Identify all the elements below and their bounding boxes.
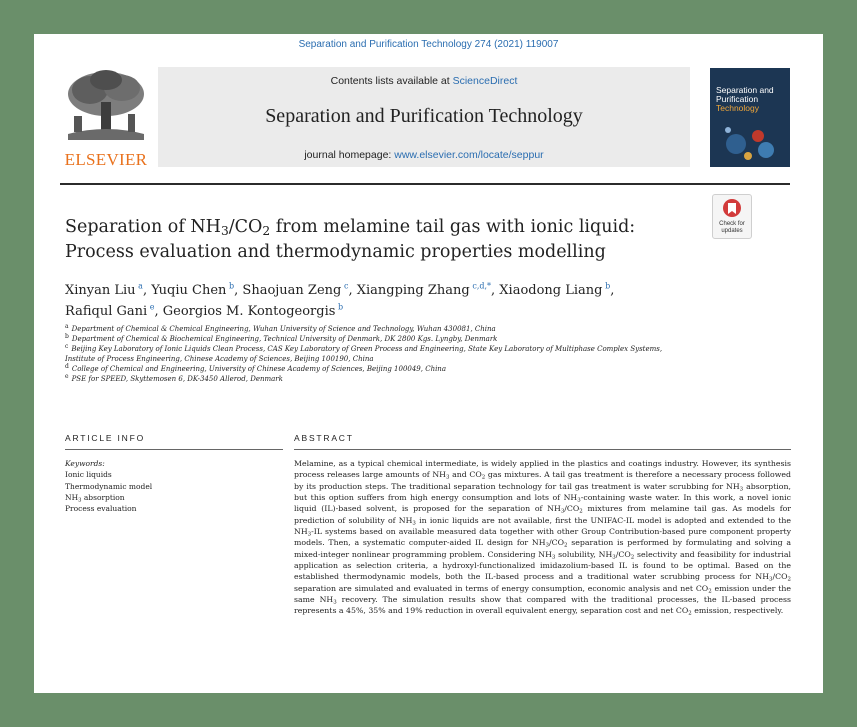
bookmark-icon (722, 198, 742, 220)
cover-title-line3: Technology (716, 103, 760, 113)
abstract-subscript: 2 (579, 508, 583, 515)
author-affiliation-marker[interactable]: e (149, 302, 155, 312)
author[interactable] (242, 283, 348, 298)
abstract-subscript: 3 (445, 474, 450, 481)
author-affiliation-marker[interactable]: b (229, 281, 235, 291)
abstract-subscript: 2 (564, 542, 568, 549)
check-badge-line2: updates (721, 227, 743, 234)
author-name: Xinyan Liu (65, 283, 136, 298)
keyword-part: NH (65, 492, 79, 502)
check-badge-line1: Check for (719, 221, 745, 227)
author-name: Rafiqul Gani (65, 304, 148, 319)
keyword-part: absorption (81, 492, 125, 502)
author-affiliation-marker[interactable]: c (343, 281, 349, 291)
affiliation-letter: a (65, 322, 69, 330)
journal-title[interactable]: Separation and Purification Technology (265, 105, 583, 127)
abstract-segment: absorption, but this option suffers from high energy consumption and lots of NH (294, 481, 791, 503)
affiliation-list (65, 324, 795, 384)
author-name: Georgios M. Kontogeorgis (162, 304, 336, 319)
abstract-subscript: 3 (551, 554, 556, 561)
affiliation-text: Beijing Key Laboratory of Ionic Liquids Clean Process, CAS Key Laboratory of Green Process and Engineering, State Key Laboratory of Multiphase Complex Systems, (71, 345, 663, 353)
abstract-segment: separation is performed by formulating and solving a mixed-integer nonlinear programming problem. Considering NH (294, 538, 791, 559)
homepage-prefix: journal homepage: (304, 149, 395, 161)
title-part: from melamine tail gas with ionic liquid: Process evaluation and thermodynamic properties modelling (65, 217, 636, 262)
abstract-subscript: 2 (787, 576, 791, 583)
title-part: Separation of NH (65, 217, 221, 237)
homepage-link[interactable]: www.elsevier.com/locate/seppur (394, 149, 544, 161)
abstract-segment: Melamine, as a typical chemical intermediate, is widely applied in the plastics and coatings industry. However, its synthesis process releases large amounts of NH (294, 459, 791, 480)
keyword-item (65, 503, 275, 514)
abstract-subscript: 2 (688, 610, 692, 617)
keyword-part: Thermodynamic model (65, 481, 153, 491)
author-affiliation-marker[interactable]: b (338, 302, 344, 312)
check-for-updates-button[interactable] (712, 194, 752, 239)
title-subscript: 3 (220, 224, 229, 239)
journal-citation-link[interactable]: Separation and Purification Technology 274 (2021) 119007 (298, 39, 559, 50)
keyword-part: Process evaluation (65, 504, 137, 514)
author-affiliation-marker[interactable]: c,d,* (472, 281, 492, 291)
affiliation-item (65, 354, 795, 364)
elsevier-tree-icon (60, 68, 152, 142)
abstract-subscript: 3 (560, 508, 565, 515)
keywords-block (65, 458, 275, 514)
abstract-subscript: 2 (630, 554, 635, 561)
article-title (65, 215, 705, 265)
elsevier-logo[interactable] (60, 68, 152, 169)
abstract-subscript: 3 (412, 520, 416, 527)
abstract-segment: /CO (564, 504, 580, 514)
author-affiliation-marker[interactable]: a (138, 281, 143, 291)
cover-title-line2: Purification (716, 94, 759, 104)
affiliation-item (65, 344, 795, 354)
title-part: /CO (228, 217, 263, 237)
contents-prefix: Contents lists available at (330, 75, 453, 87)
abstract-segment: separation are simulated and evaluated in terms of energy consumption, economic analysis and net CO (294, 583, 709, 593)
affiliation-text: College of Chemical and Engineering, University of Chinese Academy of Sciences, Beijing 100049, China (71, 365, 446, 373)
keyword-part: Ionic liquids (65, 470, 112, 480)
sciencedirect-link[interactable]: ScienceDirect (452, 75, 518, 87)
abstract-subscript: 3 (307, 531, 312, 538)
abstract-text (294, 458, 791, 617)
abstract-subscript: 3 (612, 554, 616, 561)
author-name: Xiangping Zhang (356, 283, 470, 298)
abstract-segment: solubility, NH (555, 549, 613, 559)
abstract-segment: -containing waste water. In this work, a novel ionic liquid (IL)-based solvent, is proposed for the separation of NH (294, 493, 791, 514)
abstract-segment: /CO (615, 549, 631, 559)
cover-title (716, 86, 788, 113)
banner-divider (60, 183, 790, 185)
author-affiliation-marker[interactable]: b (605, 281, 611, 291)
article-info-heading: ARTICLE INFO (65, 433, 146, 443)
abstract-subscript: 3 (577, 497, 581, 504)
author-name: Shaojuan Zeng (242, 283, 342, 298)
publisher-name: ELSEVIER (64, 150, 148, 169)
affiliation-item (65, 334, 795, 344)
affiliation-item (65, 324, 795, 334)
title-subscript: 2 (262, 224, 271, 239)
journal-cover[interactable] (710, 68, 790, 167)
affiliation-text: PSE for SPEED, Skyttemosen 6, DK-3450 Allerod, Denmark (71, 375, 283, 383)
affiliation-letter: d (65, 362, 69, 370)
abstract-segment: /CO (772, 572, 788, 582)
abstract-segment: selectivity and feasibility for industrial application as selection criteria, a hydroxyl-functionalized imidazolium-based IL is found to be optimal. Based on the established thermodynamic models, both the IL-based process and a traditional water scrubbing process for NH (294, 549, 791, 582)
abstract-subscript: 3 (545, 542, 550, 549)
keyword-part: 3 (78, 497, 82, 504)
keyword-item (65, 492, 275, 503)
author[interactable] (163, 304, 343, 319)
article-info-divider (65, 449, 283, 450)
abstract-subscript: 3 (769, 576, 773, 583)
check-badge-label (713, 221, 751, 234)
journal-banner (158, 67, 690, 167)
cover-graphic-icon (718, 122, 782, 162)
affiliation-text: Department of Chemical & Biochemical Engineering, Technical University of Denmark, DK 2800 Kgs. Lyngby, Denmark (71, 335, 498, 343)
abstract-segment: /CO (549, 538, 565, 548)
author-name: Xiaodong Liang (499, 283, 603, 298)
abstract-segment: mixtures from melamine tail gas. As models for prediction of solubility of NH (294, 504, 791, 525)
abstract-subscript: 2 (708, 588, 712, 595)
abstract-segment: gas mixtures. A tail gas treatment is therefore a necessary process followed by its production steps. The traditional separation technology for tail gas treatment is water scrubbing for NH (294, 470, 791, 491)
homepage-line (158, 149, 690, 161)
author[interactable] (151, 283, 234, 298)
keyword-item (65, 481, 275, 492)
affiliation-text: Institute of Process Engineering, Chinese Academy of Sciences, Beijing 100190, China (65, 355, 374, 363)
abstract-segment: emission, respectively. (691, 606, 784, 616)
affiliation-item (65, 364, 795, 374)
abstract-divider (294, 449, 791, 450)
author[interactable] (357, 283, 491, 298)
article-page (34, 34, 823, 693)
abstract-segment: and CO (449, 470, 482, 480)
cover-title-line1: Separation and (716, 85, 774, 95)
abstract-heading: ABSTRACT (294, 433, 354, 443)
affiliation-item (65, 374, 795, 384)
author-list: Xinyan Liu $^a$, Yuqiu Chen $^b$, Shaojuan Zeng $^c$, Xiangping Zhang $^{c,d,*}$, Xiaodong Liang $^b$, Rafiqul Gani $^e$, Georgios M. Kontogeorgis $^b$ (65, 281, 615, 319)
affiliation-letter: c (65, 342, 69, 350)
abstract-subscript: 2 (481, 474, 486, 481)
abstract-segment: recovery. The simulation results show that compared with the traditional processes, the IL-based process represents a 45%, 35% and 19% reduction in overall equivalent energy, separation cost and net CO (294, 595, 792, 616)
contents-line (158, 75, 690, 87)
keyword-item (65, 469, 275, 480)
keywords-label: Keywords: (65, 459, 105, 468)
abstract-subscript: 3 (739, 486, 744, 493)
author-name: Yuqiu Chen (151, 283, 227, 298)
author[interactable] (499, 283, 610, 298)
author[interactable] (65, 304, 155, 319)
affiliation-letter: b (65, 332, 69, 340)
affiliation-letter: e (65, 372, 69, 380)
abstract-segment: emission under the same NH (294, 583, 791, 605)
abstract-segment: -IL systems based on available measured data together with other Group Contribution-based pure component property models. Then, a systematic computer-aided IL design for NH (294, 527, 791, 548)
abstract-subscript: 3 (333, 599, 337, 606)
abstract-segment: in ionic liquids are not available, first the UNIFAC-IL model is adopted and extended to the NH (294, 515, 791, 537)
keywords-list (65, 469, 275, 514)
affiliation-text: Department of Chemical & Chemical Engineering, Wuhan University of Science and Technology, Wuhan 430081, China (71, 325, 496, 333)
author[interactable] (65, 283, 143, 298)
